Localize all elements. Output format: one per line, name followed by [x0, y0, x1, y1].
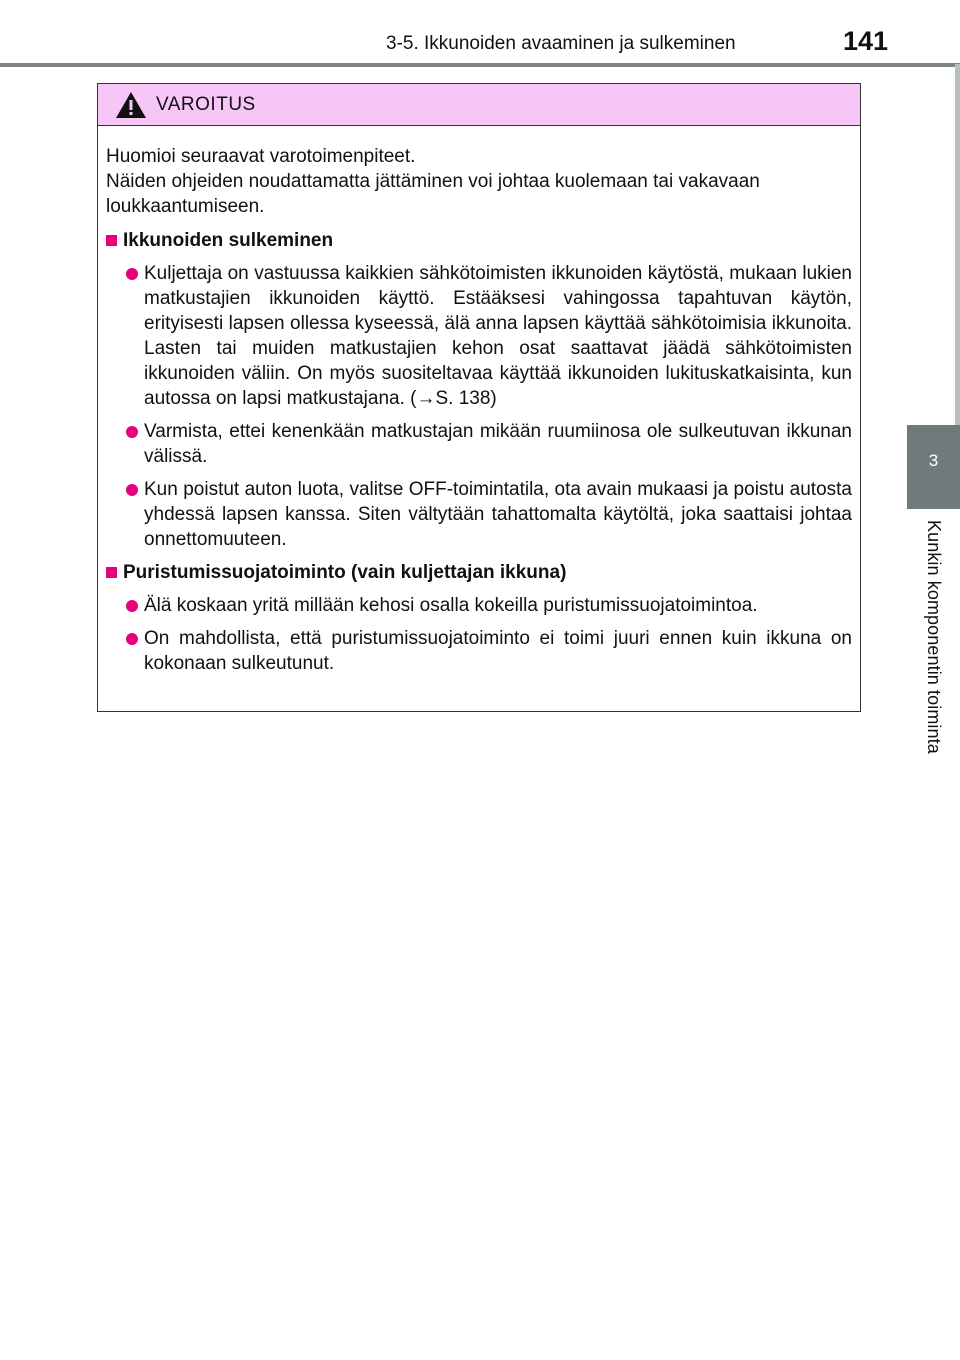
warning-box	[97, 83, 861, 712]
page-number: 141	[843, 26, 889, 56]
list-item	[106, 593, 852, 618]
list-item	[106, 261, 852, 411]
list-item	[106, 419, 852, 469]
list-item	[106, 626, 852, 676]
warning-intro	[106, 144, 852, 219]
warning-intro-text: Huomioi seuraavat varotoimenpiteet. Näiden ohjeiden noudattamatta jättäminen voi johtaa kuolemaan tai vakavaan loukkaantumiseen.	[106, 146, 760, 217]
chapter-tab	[907, 425, 960, 509]
section-title: 3-5. Ikkunoiden avaaminen ja sulkeminen	[386, 33, 736, 54]
round-bullet-icon	[126, 633, 138, 645]
list-item-text: On mahdollista, että puristumissuojatoiminto ei toimi juuri ennen kuin ikkuna on kokonaan sulkeutunut.	[144, 628, 852, 674]
list-item-text: Varmista, ettei kenenkään matkustajan mikään ruumiinosa ole sulkeutuvan ikkunan välissä.	[144, 421, 852, 467]
square-bullet-icon	[106, 567, 117, 578]
square-bullet-icon	[106, 235, 117, 246]
warning-triangle-icon	[114, 90, 148, 120]
list-item	[106, 477, 852, 552]
list-item-text: Älä koskaan yritä millään kehosi osalla kokeilla puristumissuojatoimintoa.	[144, 595, 758, 616]
list-item-text: Kun poistut auton luota, valitse OFF-toimintatila, ota avain mukaasi ja poistu autosta yhdessä lapsen kanssa. Siten vältytään tahattomalta käytöltä, joka saattaisi johtaa onnettomuuteen.	[144, 479, 852, 550]
section-heading	[106, 560, 852, 585]
section-heading	[106, 228, 852, 253]
section-heading-text: Puristumissuojatoiminto (vain kuljettajan ikkuna)	[123, 562, 567, 583]
round-bullet-icon	[126, 484, 138, 496]
side-strip	[955, 64, 960, 425]
page-header	[0, 0, 960, 68]
warning-header	[98, 84, 860, 126]
section-heading-text: Ikkunoiden sulkeminen	[123, 230, 334, 251]
round-bullet-icon	[126, 268, 138, 280]
chapter-title: Kunkin komponentin toiminta	[924, 520, 944, 754]
warning-title: VAROITUS	[156, 94, 256, 115]
warning-body	[98, 126, 860, 676]
round-bullet-icon	[126, 600, 138, 612]
list-item-text: Kuljettaja on vastuussa kaikkien sähkötoimisten ikkunoiden käytöstä, mukaan lukien matkustajien ikkunoiden käyttö. Estääksesi vahingossa tapahtuvan käytön, erityisesti lapsen ollessa kyseessä, älä anna lapsen käyttää sähkötoimisia ikkunoita. Lasten tai muiden matkustajien kehon osat saattavat jäädä sähkötoimisten ikkunoiden väliin. On myös suositeltavaa käyttää ikkunoiden lukituskatkaisinta, kun autossa on lapsi matkustajana. (→S. 138)	[144, 263, 852, 409]
chapter-number: 3	[928, 451, 939, 470]
round-bullet-icon	[126, 426, 138, 438]
header-divider	[0, 63, 960, 67]
